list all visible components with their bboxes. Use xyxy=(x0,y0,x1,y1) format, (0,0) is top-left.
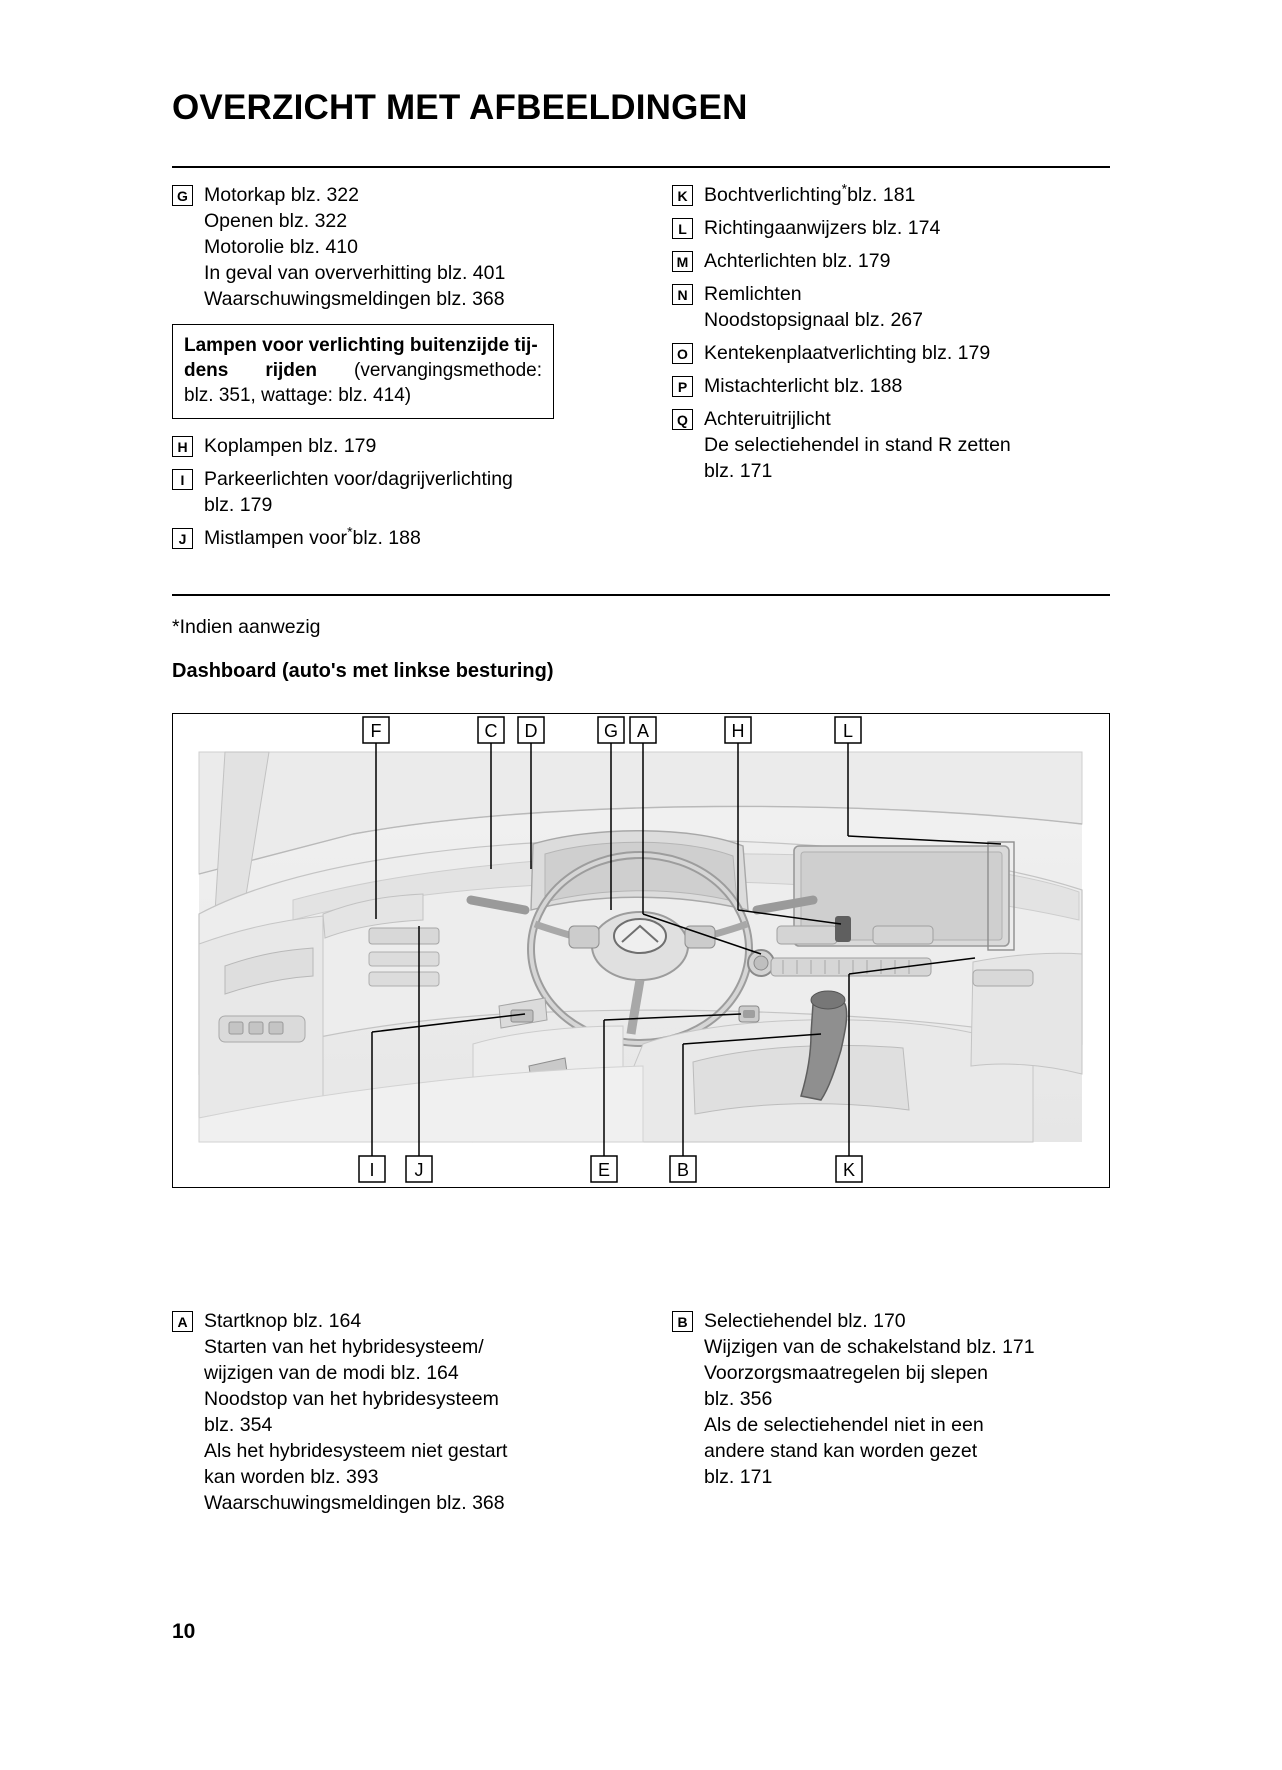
item-line: Voorzorgsmaatregelen bij slepen xyxy=(704,1362,989,1384)
list-item xyxy=(672,373,1112,399)
note-bold-2: dens xyxy=(184,360,229,381)
item-line: Waarschuwingsmeldingen blz. 368 xyxy=(204,1492,505,1514)
item-line: Richtingaanwijzers blz. 174 xyxy=(704,217,941,239)
list-item xyxy=(172,466,612,518)
item-text xyxy=(704,248,1112,274)
item-tag: B xyxy=(672,1311,693,1332)
svg-text:I: I xyxy=(369,1160,375,1180)
list-item xyxy=(672,281,1112,333)
list-item xyxy=(172,525,612,551)
item-line: Remlichten xyxy=(704,283,802,305)
item-tag: L xyxy=(672,218,693,239)
item-text xyxy=(704,215,1112,241)
right-reference-column xyxy=(672,182,1112,491)
list-item xyxy=(172,1308,612,1516)
left-reference-column xyxy=(172,182,612,558)
item-text xyxy=(704,1308,1132,1490)
item-line: Achteruitrijlicht xyxy=(704,408,831,430)
item-line: Openen blz. 322 xyxy=(204,210,348,232)
item-line: blz. 354 xyxy=(204,1414,273,1436)
item-text xyxy=(704,182,1112,208)
svg-text:D: D xyxy=(524,721,538,741)
section-subheading: Dashboard (auto's met linkse besturing) xyxy=(172,660,554,682)
item-tag: O xyxy=(672,343,693,364)
footnote: *Indien aanwezig xyxy=(172,616,321,638)
item-line: Koplampen blz. 179 xyxy=(204,435,377,457)
item-line: Kentekenplaatverlichting blz. 179 xyxy=(704,342,991,364)
item-line: blz. 179 xyxy=(204,494,273,516)
item-tag: Q xyxy=(672,409,693,430)
replacement-bulbs-note xyxy=(172,324,554,419)
item-text xyxy=(204,525,612,551)
svg-text:H: H xyxy=(731,721,745,741)
list-item xyxy=(172,433,612,459)
item-tag: G xyxy=(172,185,193,206)
item-line: In geval van oververhitting blz. 401 xyxy=(204,262,506,284)
bottom-right-column xyxy=(672,1308,1132,1497)
item-line: kan worden blz. 393 xyxy=(204,1466,379,1488)
item-line: De selectiehendel in stand R zetten xyxy=(704,434,1011,456)
item-line: Motorkap blz. 322 xyxy=(204,184,360,206)
svg-text:J: J xyxy=(414,1160,424,1180)
item-text xyxy=(204,466,612,518)
note-line-3: blz. 351, wattage: blz. 414) xyxy=(184,385,412,406)
item-tag: I xyxy=(172,469,193,490)
list-item xyxy=(672,406,1112,484)
item-line: Wijzigen van de schakelstand blz. 171 xyxy=(704,1336,1035,1358)
page-title: OVERZICHT MET AFBEELDINGEN xyxy=(172,88,748,127)
note-bold-3: rijden xyxy=(265,360,318,381)
item-line: Selectiehendel blz. 170 xyxy=(704,1310,906,1332)
item-tag: A xyxy=(172,1311,193,1332)
item-line: wijzigen van de modi blz. 164 xyxy=(204,1362,459,1384)
item-line: Mistachterlicht blz. 188 xyxy=(704,375,903,397)
item-line: blz. 356 xyxy=(704,1388,773,1410)
list-item xyxy=(672,248,1112,274)
svg-text:K: K xyxy=(842,1160,856,1180)
list-item xyxy=(672,340,1112,366)
item-line: Noodstopsignaal blz. 267 xyxy=(704,309,923,331)
item-line: Achterlichten blz. 179 xyxy=(704,250,891,272)
item-line: Noodstop van het hybridesysteem xyxy=(204,1388,499,1410)
item-line: Motorolie blz. 410 xyxy=(204,236,358,258)
item-line: andere stand kan worden gezet xyxy=(704,1440,978,1462)
svg-text:E: E xyxy=(597,1160,611,1180)
list-item xyxy=(672,1308,1132,1490)
item-tag: M xyxy=(672,251,693,272)
svg-text:F: F xyxy=(370,721,382,741)
svg-text:G: G xyxy=(603,721,619,741)
item-text xyxy=(704,340,1112,366)
item-text xyxy=(204,1308,612,1516)
item-line: Waarschuwingsmeldingen blz. 368 xyxy=(204,288,505,310)
item-line: blz. 171 xyxy=(704,1466,773,1488)
item-line: Bochtverlichting*blz. 181 xyxy=(704,180,916,206)
item-text xyxy=(204,182,612,312)
bottom-left-column xyxy=(172,1308,612,1523)
item-line: Mistlampen voor*blz. 188 xyxy=(204,523,421,549)
note-normal: (vervangingsmethode: xyxy=(354,360,542,381)
item-tag: K xyxy=(672,185,693,206)
item-tag: J xyxy=(172,528,193,549)
note-bold-1: Lampen voor verlichting buitenzijde tij- xyxy=(184,335,538,356)
item-text xyxy=(704,281,1112,333)
divider-top xyxy=(172,166,1110,168)
item-text xyxy=(204,433,612,459)
svg-text:C: C xyxy=(484,721,498,741)
item-line: Startknop blz. 164 xyxy=(204,1310,362,1332)
item-tag: N xyxy=(672,284,693,305)
list-item xyxy=(672,182,1112,208)
item-line: Starten van het hybridesysteem/ xyxy=(204,1336,484,1358)
list-item xyxy=(672,215,1112,241)
item-text xyxy=(704,373,1112,399)
page-number: 10 xyxy=(172,1620,196,1643)
item-line: blz. 171 xyxy=(704,460,773,482)
dashboard-figure xyxy=(172,713,1110,1188)
item-line: Als de selectiehendel niet in een xyxy=(704,1414,984,1436)
dashboard-illustration xyxy=(173,714,1108,1186)
item-line: Als het hybridesysteem niet gestart xyxy=(204,1440,508,1462)
svg-text:A: A xyxy=(636,721,650,741)
item-tag: H xyxy=(172,436,193,457)
item-text xyxy=(704,406,1112,484)
list-item xyxy=(172,182,612,312)
divider-bottom xyxy=(172,594,1110,596)
svg-text:B: B xyxy=(676,1160,690,1180)
svg-text:L: L xyxy=(842,721,854,741)
item-line: Parkeerlichten voor/dagrijverlichting xyxy=(204,468,513,490)
item-tag: P xyxy=(672,376,693,397)
